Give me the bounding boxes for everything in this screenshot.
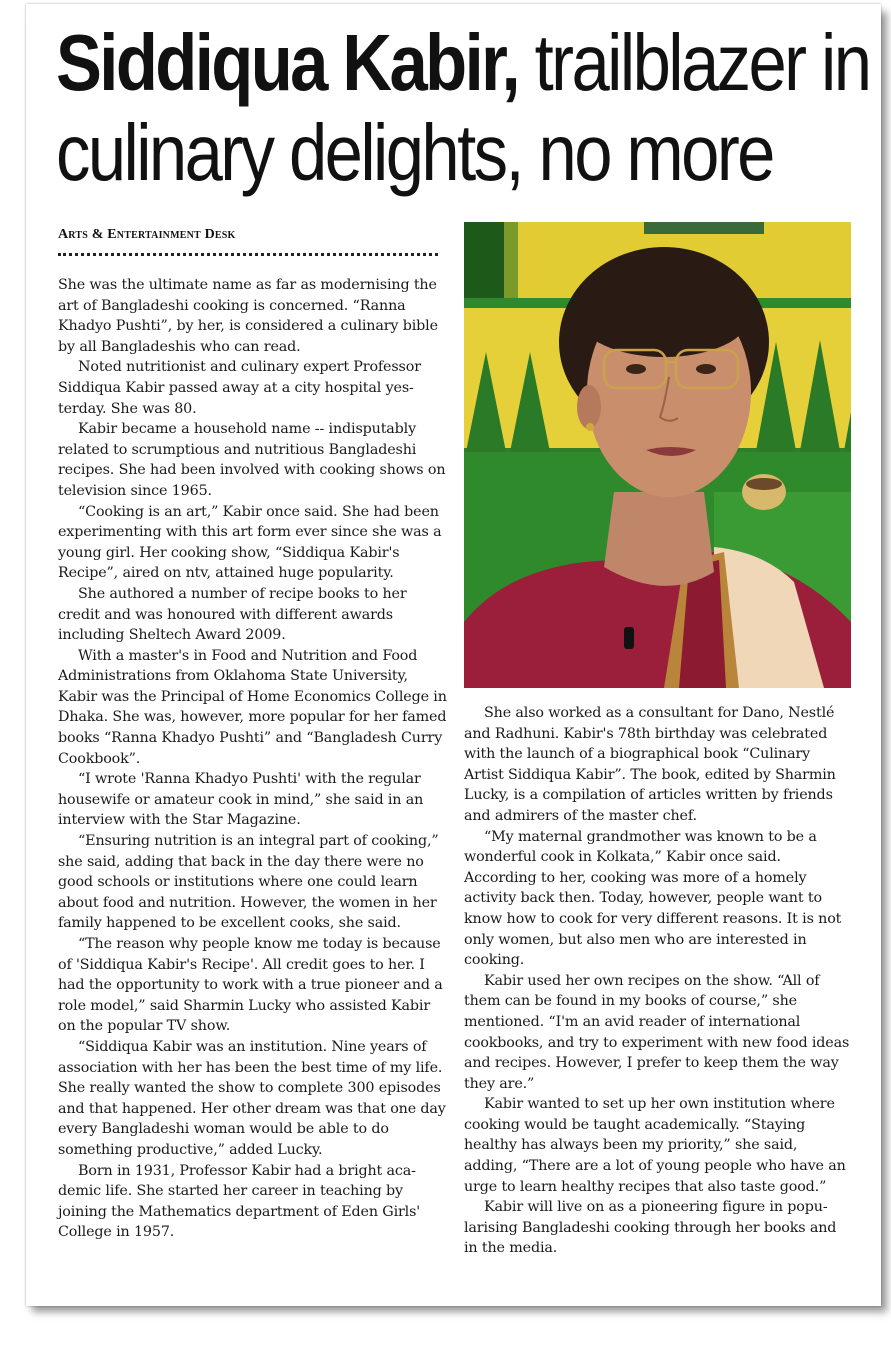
paragraph: “The reason why people know me today is because of 'Siddiqua Kabir's Recipe'. All credit goes to her. I had the opportunity to work with a true pioneer and a role model,” said Sharmin Lucky who assisted Kabir on the popular TV show.	[58, 936, 443, 1035]
article-column-left	[58, 275, 448, 1243]
byline-divider	[58, 253, 438, 256]
paragraph: With a master's in Food and Nutrition and Food Administrations from Oklahoma State University, Kabir was the Principal of Home Economics College in Dhaka. She was, however, more popular for her famed books “Ranna Khadyo Pushti” and “Bangladesh Curry Cookbook”.	[58, 647, 447, 767]
paragraph: She authored a number of recipe books to her credit and was honoured with different awards including Sheltech Award 2009.	[58, 585, 407, 644]
paragraph: Kabir will live on as a pioneering figure in popularising Bangladeshi cooking through her books and in the media.	[464, 1199, 837, 1257]
headline-name: Siddiqua Kabir,	[56, 18, 519, 107]
paragraph: Kabir used her own recipes on the show. “All of them can be found in my books of course,” she mentioned. “I'm an avid reader of international cookbooks, and try to experiment with new food ideas and recipes. However, I prefer to keep them the way they are.”	[464, 972, 850, 1092]
paragraph: She was the ultimate name as far as modernising the art of Bangladeshi cooking is concerned. “Ranna Khadyo Pushti”, by her, is considered a culinary bible by all Bangladeshis who can read.	[58, 277, 438, 355]
byline: Arts & Entertainment Desk	[58, 227, 236, 242]
paragraph: Kabir wanted to set up her own institution where cooking would be taught academically. “Staying healthy has always been my priority,” she said, adding, “There are a lot of young people who have an urge to learn healthy recipes that also taste good.”	[464, 1096, 846, 1195]
article-column-right	[464, 703, 854, 1259]
paragraph: “I wrote 'Ranna Khadyo Pushti' with the regular housewife or amateur cook in mind,” she said in an interview with the Star Magazine.	[58, 771, 424, 829]
paragraph: Noted nutritionist and culinary expert Professor Siddiqua Kabir passed away at a city hospital yesterday. She was 80.	[58, 359, 421, 417]
paragraph: “Siddiqua Kabir was an institution. Nine years of association with her has been the best time of my life. She really wanted the show to complete 300 episodes and that happened. Her other dream was that one day every Bangladeshi woman would be able to do something productive,” added Lucky.	[58, 1038, 446, 1158]
portrait-photo	[464, 222, 851, 688]
headline	[56, 18, 881, 198]
newspaper-clipping	[26, 4, 881, 1306]
paragraph: Born in 1931, Professor Kabir had a bright academic life. She started her career in teaching by joining the Mathematics department of Eden Girls' College in 1957.	[58, 1162, 421, 1241]
paragraph: She also worked as a consultant for Dano, Nestlé and Radhuni. Kabir's 78th birthday was celebrated with the launch of a biographical book “Culinary Artist Siddiqua Kabir”. The book, edited by Sharmin Lucky, is a compilation of articles written by friends and admirers of the master chef.	[464, 705, 836, 824]
paragraph: “Ensuring nutrition is an integral part of cooking,” she said, adding that back in the day there were no good schools or institutions where one could learn about food and nutrition. However, the women in her family happened to be excellent cooks, she said.	[58, 833, 439, 932]
headline-rest: trailblazer in culinary delights, no more	[56, 18, 870, 197]
paragraph: “Cooking is an art,” Kabir once said. She had been experimenting with this art form ever since she was a young girl. Her cooking show, “Siddiqua Kabir's Recipe”, aired on ntv, attained huge popularity.	[58, 503, 442, 582]
paragraph: “My maternal grandmother was known to be a wonderful cook in Kolkata,” Kabir once said. According to her, cooking was more of a homely activity back then. Today, however, people want to know how to cook for very different reasons. It is not only women, but also men who are interested in cooking.	[464, 828, 842, 969]
paragraph: Kabir became a household name -- indisputably related to scrumptious and nutritious Bangladeshi recipes. She had been involved with cooking shows on television since 1965.	[58, 421, 446, 499]
